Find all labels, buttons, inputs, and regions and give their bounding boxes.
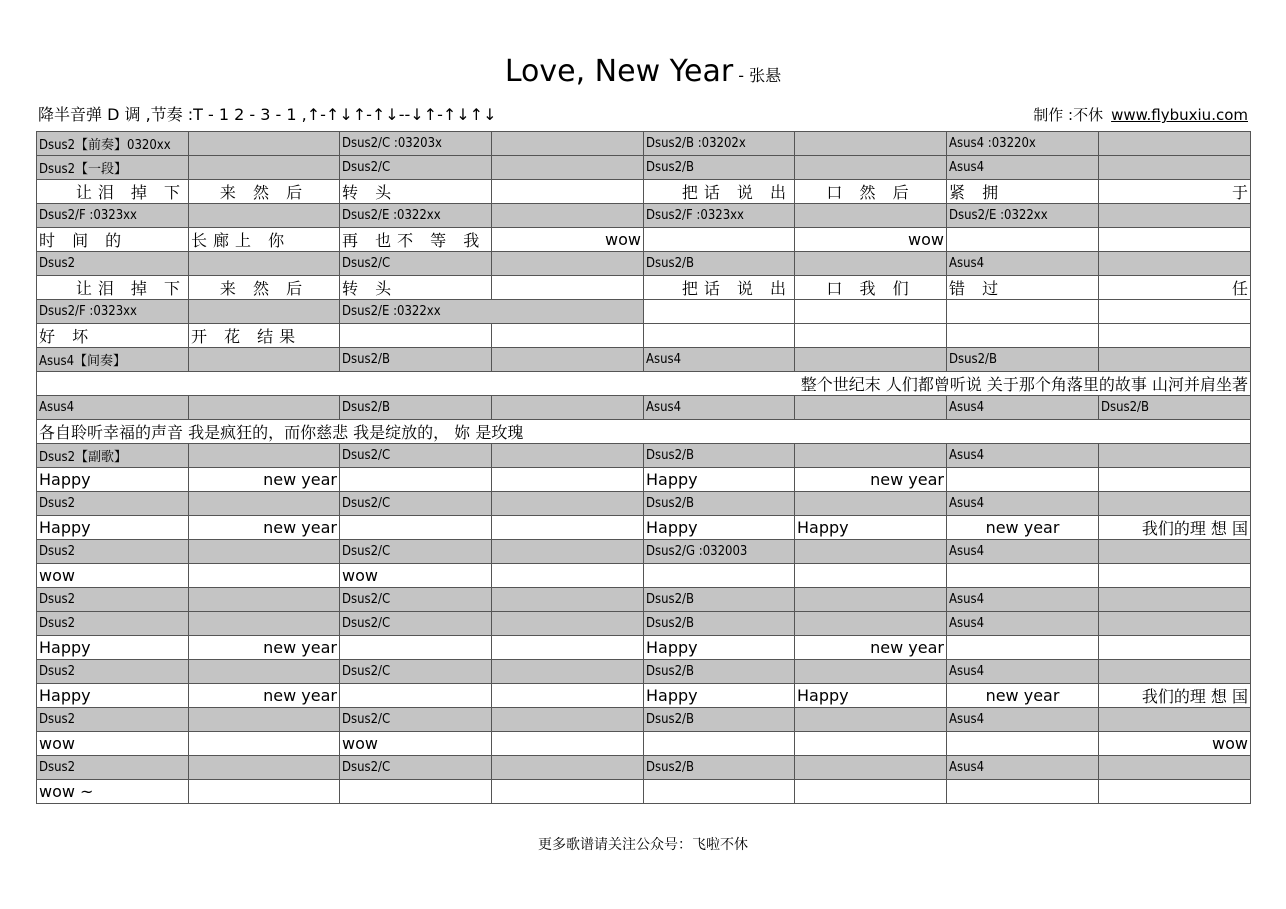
chord-cell: Asus4 [947,444,1099,468]
lyric-cell: Happy [644,636,795,660]
lyric-row [37,276,1251,300]
chord-cell [795,612,947,636]
chord-cell [795,300,947,324]
chord-cell [1099,132,1251,156]
chord-cell: Asus4 [947,252,1099,276]
lyric-cell [492,780,644,804]
chord-cell: Dsus2【副歌】 [37,444,189,468]
chord-cell: Asus4 [644,396,795,420]
chord-row [37,540,1251,564]
chord-cell: Dsus2/F :0323xx [37,300,189,324]
chord-cell: Asus4【间奏】 [37,348,189,372]
chord-cell: Dsus2【前奏】0320xx [37,132,189,156]
chord-cell [189,540,340,564]
lyric-cell: new year [189,468,340,492]
lyric-cell: wow [1099,732,1251,756]
chord-cell [1099,252,1251,276]
chord-cell [644,300,795,324]
lyric-cell: wow [340,564,492,588]
chord-cell [492,348,644,372]
chord-row [37,756,1251,780]
lyric-row [37,468,1251,492]
chord-cell: Dsus2/C [340,660,492,684]
lyric-cell: Happy [37,516,189,540]
lyric-cell: new year [795,468,947,492]
chord-cell: Dsus2 [37,540,189,564]
lyric-cell: 我们的理 想 国 [1099,684,1251,708]
chord-cell: Dsus2/F :0323xx [644,204,795,228]
chord-cell [492,156,644,180]
lyric-cell [189,780,340,804]
chord-row [37,660,1251,684]
lyric-cell: Happy [37,636,189,660]
chord-row [37,204,1251,228]
chord-cell [1099,708,1251,732]
chord-cell [492,252,644,276]
lyric-cell [947,228,1099,252]
chord-cell [947,300,1099,324]
chord-cell [795,252,947,276]
lyric-cell [340,468,492,492]
lyric-cell [947,636,1099,660]
lyric-cell: Happy [644,516,795,540]
lyric-cell: Happy [37,468,189,492]
song-title: Love, New Year [504,54,734,89]
chord-cell [795,492,947,516]
chord-row [37,132,1251,156]
lyric-cell [644,324,795,348]
chord-cell [492,396,644,420]
chord-cell: Dsus2/B [644,708,795,732]
chord-cell: Dsus2/B [644,492,795,516]
lyric-cell [340,636,492,660]
chord-row [37,444,1251,468]
chord-row [37,300,1251,324]
lyric-cell: new year [947,516,1099,540]
lyric-row [37,372,1251,396]
chord-cell: Dsus2/B [644,756,795,780]
chord-row [37,492,1251,516]
lyric-row [37,636,1251,660]
chord-cell: Dsus2/C [340,756,492,780]
chord-cell [1099,612,1251,636]
lyric-cell: 我们的理 想 国 [1099,516,1251,540]
lyric-cell [492,564,644,588]
chord-cell [795,588,947,612]
lyric-row [37,516,1251,540]
chord-row [37,348,1251,372]
lyric-cell: 长廊上 你 [189,228,340,252]
chord-cell: Dsus2/B [644,588,795,612]
lyric-cell [492,468,644,492]
chord-cell [795,540,947,564]
chord-cell: Dsus2/B [340,348,492,372]
chord-cell [492,660,644,684]
lyric-cell [189,732,340,756]
lyric-cell [492,732,644,756]
lyric-cell: 把话 说 出 [644,180,795,204]
chord-cell [492,612,644,636]
chord-cell: Dsus2【一段】 [37,156,189,180]
chord-cell: Dsus2/E :0322xx [947,204,1099,228]
chord-cell: Dsus2/C [340,156,492,180]
lyric-cell [795,732,947,756]
chord-cell [795,348,947,372]
chord-cell [492,444,644,468]
lyric-cell: 于 [1099,180,1251,204]
lyric-cell [1099,468,1251,492]
chord-cell [795,660,947,684]
lyric-cell: new year [189,516,340,540]
chord-cell [795,396,947,420]
chord-cell: Dsus2 [37,660,189,684]
lyric-cell [644,228,795,252]
chord-cell [189,396,340,420]
chord-cell: Dsus2 [37,708,189,732]
lyric-cell: 让泪 掉 下 [37,276,189,300]
lyric-cell [492,516,644,540]
chord-cell [189,612,340,636]
chord-cell [492,708,644,732]
chord-cell: Dsus2 [37,252,189,276]
chord-cell: Dsus2/F :0323xx [37,204,189,228]
chord-cell: Dsus2 [37,492,189,516]
lyric-cell: 好 坏 [37,324,189,348]
chord-cell [795,756,947,780]
chord-cell [1099,540,1251,564]
chord-cell [1099,660,1251,684]
lyric-cell [1099,636,1251,660]
lyric-cell: wow [795,228,947,252]
chord-cell: Asus4 :03220x [947,132,1099,156]
lyric-cell [340,516,492,540]
lyric-row [37,732,1251,756]
chord-cell [189,708,340,732]
lyric-cell [795,564,947,588]
footer-note: 更多歌谱请关注公众号：飞啦不休 [538,837,748,853]
chord-cell: Dsus2/G :032003 [644,540,795,564]
lyric-cell: 口 我 们 [795,276,947,300]
chord-cell: Dsus2/B [340,396,492,420]
lyric-cell: 整个世纪末 人们都曾听说 关于那个角落里的故事 山河并肩坐著 [37,372,1251,396]
chord-cell: Dsus2/E :0322xx [340,204,492,228]
chord-cell: Dsus2 [37,756,189,780]
chord-cell [1099,588,1251,612]
chord-cell [1099,348,1251,372]
lyric-cell [340,324,492,348]
chord-cell [189,348,340,372]
chord-cell [189,132,340,156]
chord-cell: Dsus2/B [644,612,795,636]
chord-cell [189,492,340,516]
lyric-cell: wow [37,732,189,756]
chord-cell: Dsus2/C [340,444,492,468]
chord-cell [189,444,340,468]
lyric-cell [644,732,795,756]
lyric-cell: 来 然 后 [189,180,340,204]
chord-cell: Asus4 [947,396,1099,420]
chord-cell: Asus4 [947,660,1099,684]
chord-cell: Dsus2/C :03203x [340,132,492,156]
lyric-cell [947,324,1099,348]
site-link[interactable]: www.flybuxiu.com [1111,106,1248,124]
lyric-cell [1099,228,1251,252]
lyric-cell [947,780,1099,804]
chord-cell: Asus4 [644,348,795,372]
lyric-row [37,564,1251,588]
song-title-line [0,54,1286,89]
lyric-cell [644,780,795,804]
lyric-cell: 让泪 掉 下 [37,180,189,204]
chord-cell: Asus4 [947,708,1099,732]
chord-cell [795,204,947,228]
chord-cell [492,204,644,228]
lyric-cell [1099,324,1251,348]
lyric-cell: Happy [37,684,189,708]
chord-cell: Dsus2/C [340,540,492,564]
chord-cell [189,588,340,612]
lyric-cell [947,732,1099,756]
lyric-cell: wow [37,564,189,588]
chord-cell [189,660,340,684]
chord-row [37,612,1251,636]
lyric-cell: new year [795,636,947,660]
lyric-row [37,780,1251,804]
key-and-rhythm-info: 降半音弹 D 调 ,节奏 :T - 1 2 - 3 - 1 ,↑-↑↓↑-↑↓--↓↑-↑↓↑↓ [38,105,497,124]
chord-cell: Dsus2/B [1099,396,1251,420]
lyric-cell: Happy [644,684,795,708]
lyric-cell [492,324,644,348]
chord-cell [189,300,340,324]
chord-cell: Dsus2 [37,612,189,636]
lyric-cell: 错 过 [947,276,1099,300]
chord-cell: Asus4 [947,540,1099,564]
chord-cell: Dsus2/B [644,444,795,468]
lyric-row [37,684,1251,708]
chord-cell: Dsus2/B [644,660,795,684]
lyric-cell [644,564,795,588]
chord-cell: Asus4 [947,156,1099,180]
chord-cell [795,156,947,180]
lyric-cell: 口 然 后 [795,180,947,204]
lyric-cell: wow ~ [37,780,189,804]
chord-cell: Dsus2/B [644,156,795,180]
lyric-cell: Happy [795,684,947,708]
chord-row [37,588,1251,612]
chord-cell: Asus4 [947,612,1099,636]
lyric-cell: new year [189,684,340,708]
chord-cell [795,132,947,156]
chord-cell: Asus4 [947,756,1099,780]
lyric-cell [795,780,947,804]
credit-author: 制作 :不休 [1033,106,1104,124]
lyric-cell [947,564,1099,588]
chord-cell [1099,444,1251,468]
lyric-row [37,420,1251,444]
lyric-cell [340,684,492,708]
lyric-cell: 时 间 的 [37,228,189,252]
lyric-cell: Happy [795,516,947,540]
chord-cell [492,540,644,564]
chord-cell [492,132,644,156]
chord-cell [1099,492,1251,516]
chord-cell [492,588,644,612]
lyric-cell [189,564,340,588]
lyric-cell [340,780,492,804]
lyric-cell: new year [189,636,340,660]
chord-cell: Dsus2/B [947,348,1099,372]
lyric-cell [492,684,644,708]
lyric-cell [1099,780,1251,804]
chord-cell: Dsus2/C [340,612,492,636]
lyric-row [37,180,1251,204]
chord-row [37,156,1251,180]
chord-row [37,396,1251,420]
lyric-cell [492,180,644,204]
lyric-cell: wow [492,228,644,252]
lyric-cell [492,276,644,300]
lyric-cell: new year [947,684,1099,708]
chord-cell [1099,204,1251,228]
chord-sheet-table [36,131,1251,804]
lyric-cell: 开 花 结果 [189,324,340,348]
chord-cell [492,492,644,516]
chord-cell [189,156,340,180]
chord-cell [189,252,340,276]
lyric-cell [947,468,1099,492]
chord-cell [1099,300,1251,324]
lyric-cell: Happy [644,468,795,492]
chord-cell: Dsus2/C [340,588,492,612]
chord-cell: Asus4 [947,492,1099,516]
chord-cell: Dsus2/C [340,492,492,516]
chord-cell [795,708,947,732]
chord-cell: Dsus2/B :03202x [644,132,795,156]
lyric-cell: 紧 拥 [947,180,1099,204]
chord-cell: Dsus2/C [340,708,492,732]
chord-cell [189,204,340,228]
title-separator: - [733,66,750,85]
chord-cell: Dsus2/C [340,252,492,276]
lyric-cell: wow [340,732,492,756]
chord-row [37,252,1251,276]
chord-row [37,708,1251,732]
credit-line [1033,104,1248,125]
lyric-cell: 转 头 [340,180,492,204]
chord-cell [492,756,644,780]
lyric-cell: 转 头 [340,276,492,300]
lyric-cell [1099,564,1251,588]
lyric-cell [795,324,947,348]
lyric-row [37,324,1251,348]
artist-name: 张悬 [749,66,782,85]
chord-cell [1099,756,1251,780]
lyric-cell: 各自聆听幸福的声音 我是疯狂的，而你慈悲 我是绽放的， 妳 是玫瑰 [37,420,1251,444]
lyric-cell: 任 [1099,276,1251,300]
chord-cell [1099,156,1251,180]
lyric-cell: 把话 说 出 [644,276,795,300]
lyric-cell: 来 然 后 [189,276,340,300]
chord-cell [795,444,947,468]
chord-cell: Asus4 [37,396,189,420]
chord-cell [189,756,340,780]
chord-cell: Dsus2/B [644,252,795,276]
lyric-row [37,228,1251,252]
lyric-cell [492,636,644,660]
chord-cell: Asus4 [947,588,1099,612]
lyric-cell: 再 也不 等 我 [340,228,492,252]
chord-cell: Dsus2/E :0322xx [340,300,644,324]
chord-cell: Dsus2 [37,588,189,612]
